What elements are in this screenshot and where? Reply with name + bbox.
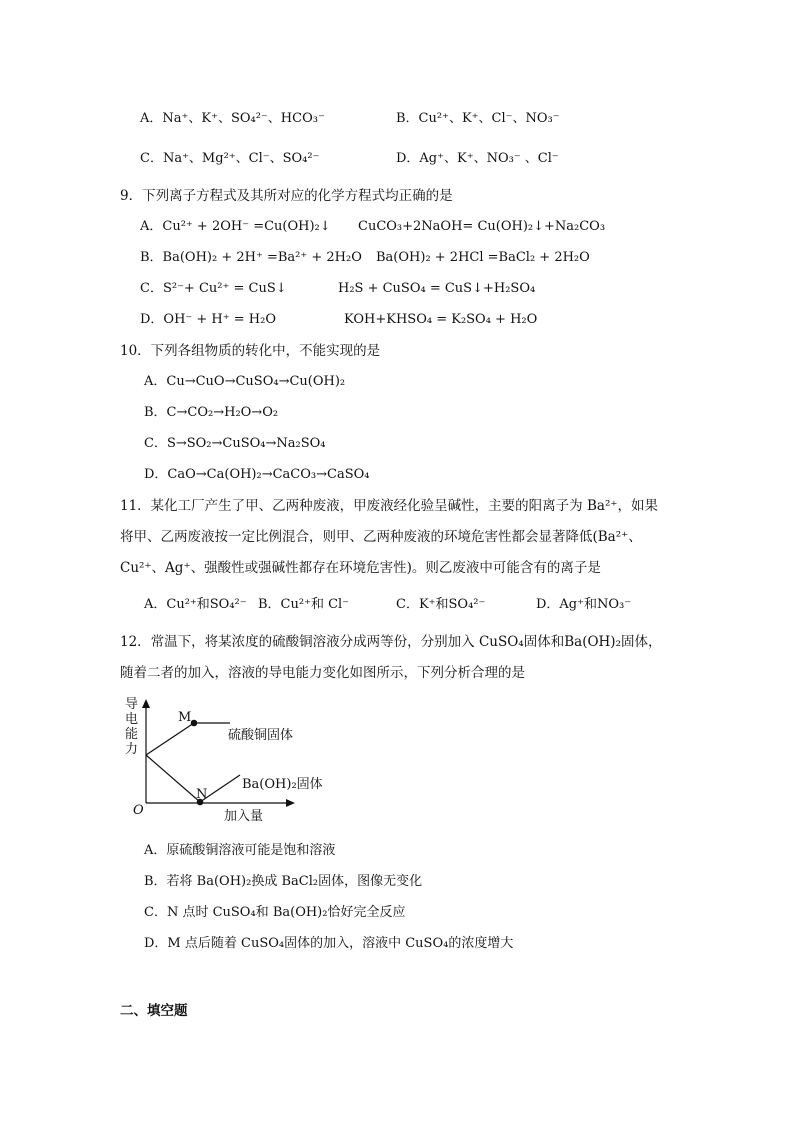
y-axis-label-char-1: 导 (125, 697, 139, 712)
x-axis-label: 加入量 (224, 809, 264, 824)
q9-option-d-ionic: D．OH⁻ + H⁺ = H₂O (140, 312, 276, 327)
origin-label: O (133, 803, 144, 818)
cuso4-curve-label: 硫酸铜固体 (228, 728, 294, 743)
q8-option-d: D．Ag⁺、K⁺、NO₃⁻ 、Cl⁻ (396, 151, 559, 166)
q12-line-2: 随着二者的加入，溶液的导电能力变化如图所示，下列分析合理的是 (120, 665, 525, 681)
baoh2-curve-label: Ba(OH)₂固体 (242, 777, 323, 792)
q9-option-a-ionic: A．Cu²⁺ + 2OH⁻ =Cu(OH)₂↓ (140, 219, 331, 234)
cuso4-curve (146, 723, 230, 755)
q8-option-b: B．Cu²⁺、K⁺、Cl⁻、NO₃⁻ (396, 111, 560, 126)
y-axis-arrow (142, 699, 150, 708)
q12-line-1: 12．常温下，将某浓度的硫酸铜溶液分成两等份，分别加入 CuSO₄固体和Ba(OH)₂固体， (120, 634, 662, 650)
q11-line-2: 将甲、乙两废液按一定比例混合，则甲、乙两种废液的环境危害性都会显著降低(Ba²⁺、 (120, 529, 642, 545)
q10-option-c: C．S→SO₂→CuSO₄→Na₂SO₄ (144, 436, 326, 451)
q10-option-b: B．C→CO₂→H₂O→O₂ (144, 405, 279, 420)
q9-option-b-chemical: Ba(OH)₂ + 2HCl =BaCl₂ + 2H₂O (376, 250, 590, 265)
q11-line-3: Cu²⁺、Ag⁺、强酸性或强碱性都存在环境危害性)。则乙废液中可能含有的离子是 (120, 560, 601, 576)
q11-option-a: A．Cu²⁺和SO₄²⁻ (144, 597, 247, 612)
y-axis-label-char-2: 电 (125, 712, 139, 727)
baoh2-curve (146, 755, 240, 802)
q11-option-d: D．Ag⁺和NO₃⁻ (536, 597, 632, 612)
x-axis-arrow (286, 799, 295, 807)
section-two-heading: 二、填空题 (120, 1003, 188, 1019)
q12-option-a: A．原硫酸铜溶液可能是饱和溶液 (144, 843, 336, 858)
q11-option-b: B．Cu²⁺和 Cl⁻ (258, 597, 350, 612)
q9-option-c-ionic: C．S²⁻+ Cu²⁺ = CuS↓ (140, 281, 287, 296)
q8-option-c: C．Na⁺、Mg²⁺、Cl⁻、SO₄²⁻ (140, 151, 320, 166)
y-axis-label-char-4: 力 (125, 742, 139, 757)
q9-option-b-ionic: B．Ba(OH)₂ + 2H⁺ =Ba²⁺ + 2H₂O (140, 250, 362, 265)
q9-option-c-chemical: H₂S + CuSO₄ = CuS↓+H₂SO₄ (338, 281, 536, 296)
q12-option-c: C．N 点时 CuSO₄和 Ba(OH)₂恰好完全反应 (144, 905, 406, 920)
q10-stem: 10．下列各组物质的转化中，不能实现的是 (120, 343, 381, 359)
q11-option-c: C．K⁺和SO₄²⁻ (396, 597, 486, 612)
q9-option-d-chemical: KOH+KHSO₄ = K₂SO₄ + H₂O (344, 312, 538, 327)
q9-option-a-chemical: CuCO₃+2NaOH= Cu(OH)₂↓+Na₂CO₃ (358, 219, 606, 234)
point-m-marker (191, 720, 198, 727)
point-n-label: N (196, 787, 208, 802)
q10-option-a: A．Cu→CuO→CuSO₄→Cu(OH)₂ (144, 374, 346, 389)
point-m-label: M (178, 710, 192, 725)
y-axis-label-char-3: 能 (125, 727, 139, 742)
q8-option-a: A．Na⁺、K⁺、SO₄²⁻、HCO₃⁻ (140, 111, 325, 126)
q12-option-b: B．若将 Ba(OH)₂换成 BaCl₂固体，图像无变化 (144, 874, 423, 889)
q12-option-d: D．M 点后随着 CuSO₄固体的加入，溶液中 CuSO₄的浓度增大 (144, 936, 514, 951)
q11-line-1: 11．某化工厂产生了甲、乙两种废液，甲废液经化验呈碱性，主要的阳离子为 Ba²⁺，如果 (120, 498, 658, 514)
q10-option-d: D．CaO→Ca(OH)₂→CaCO₃→CaSO₄ (144, 467, 370, 482)
q9-stem: 9．下列离子方程式及其所对应的化学方程式均正确的是 (120, 188, 453, 204)
